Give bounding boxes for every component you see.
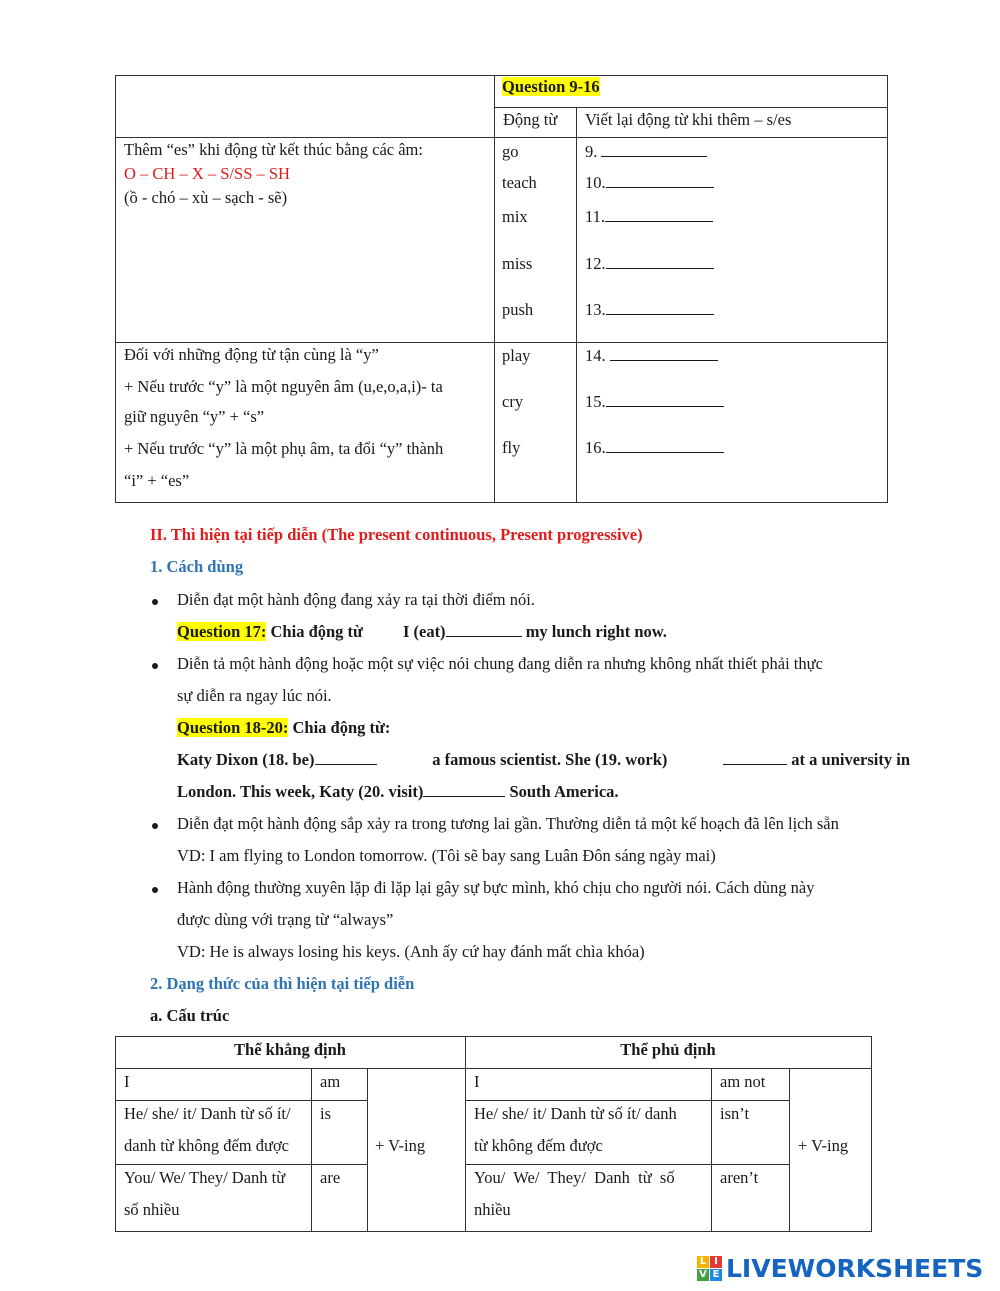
- verb-push: push: [502, 300, 534, 319]
- usage-1: Diễn đạt một hành động đang xảy ra tại thời điểm nói.: [177, 590, 535, 609]
- verb-play: play: [502, 346, 531, 365]
- verb-miss: miss: [502, 254, 533, 273]
- aff-be-am: am: [320, 1072, 341, 1091]
- col-header-verb: Động từ: [503, 110, 558, 129]
- neg-subject-singular-line1: He/ she/ it/ Danh từ số ít/ danh: [474, 1104, 677, 1123]
- verb-mix: mix: [502, 207, 528, 226]
- subheading-form: 2. Dạng thức của thì hiện tại tiếp diễn: [150, 974, 415, 993]
- answer-16[interactable]: 16.: [585, 438, 724, 458]
- logo-letter-v: V: [697, 1269, 709, 1281]
- rule-es-line3: (ồ - chó – xù – sạch - sẽ): [124, 188, 288, 207]
- logo-letter-l: L: [697, 1256, 709, 1268]
- structure-table: [115, 1036, 871, 1231]
- answer-17[interactable]: [446, 622, 522, 637]
- answer-15[interactable]: 15.: [585, 392, 724, 412]
- question-17: Question 17: Chia động từ I (eat) my lunch right now.: [177, 622, 667, 641]
- neg-ving: + V-ing: [798, 1136, 849, 1155]
- neg-be-am-not: am not: [720, 1072, 766, 1091]
- answer-14[interactable]: 14.: [585, 346, 718, 366]
- col-header-rewrite: Viết lại động từ khi thêm – s/es: [585, 110, 792, 129]
- neg-be-arent: aren’t: [720, 1168, 759, 1187]
- verb-fly: fly: [502, 438, 521, 457]
- verb-teach: teach: [502, 173, 537, 192]
- question-18-20: Question 18-20: Chia động từ:: [177, 718, 391, 737]
- neg-be-isnt: isn’t: [720, 1104, 750, 1123]
- subheading-structure: a. Cấu trúc: [150, 1006, 230, 1025]
- logo-icon: [697, 1256, 722, 1281]
- verb-cry: cry: [502, 392, 524, 411]
- rule-y-line4: + Nếu trước “y” là một phụ âm, ta đổi “y” thành: [124, 439, 444, 458]
- answer-20[interactable]: [423, 782, 505, 797]
- bullet-icon: [152, 887, 158, 893]
- rule-y-line3: giữ nguyên “y” + “s”: [124, 407, 265, 426]
- brand-name: LIVEWORKSHEETS: [726, 1253, 984, 1283]
- answer-10[interactable]: 10.: [585, 173, 714, 193]
- answer-9[interactable]: 9.: [585, 142, 707, 162]
- answer-11[interactable]: 11.: [585, 207, 713, 227]
- header-affirmative: Thể khẳng định: [234, 1040, 346, 1059]
- answer-13[interactable]: 13.: [585, 300, 714, 320]
- aff-be-is: is: [320, 1104, 332, 1123]
- answer-12[interactable]: 12.: [585, 254, 714, 274]
- rule-es-line2: O – CH – X – S/SS – SH: [124, 164, 290, 183]
- aff-subject-plural-line2: số nhiều: [124, 1200, 180, 1219]
- question-9-16-header: Question 9-16: [502, 77, 600, 96]
- aff-subject-i: I: [124, 1072, 130, 1091]
- aff-subject-plural-line1: You/ We/ They/ Danh từ: [124, 1168, 286, 1187]
- bullet-icon: [152, 663, 158, 669]
- subheading-usage: 1. Cách dùng: [150, 557, 244, 576]
- question-18-20-label: Question 18-20:: [177, 718, 289, 737]
- rule-y-line5: “i” + “es”: [124, 471, 190, 490]
- bullet-icon: [152, 599, 158, 605]
- verb-table: [115, 75, 887, 502]
- aff-subject-singular-line2: danh từ không đếm được: [124, 1136, 289, 1155]
- header-negative: Thể phủ định: [620, 1040, 716, 1059]
- answer-18[interactable]: [315, 750, 377, 765]
- section-title: II. Thì hiện tại tiếp diễn (The present continuous, Present progressive): [150, 525, 643, 544]
- rule-y-line1: Đối với những động từ tận cùng là “y”: [124, 345, 379, 364]
- usage-4-line2: được dùng với trạng từ “always”: [177, 910, 394, 929]
- aff-subject-singular-line1: He/ she/ it/ Danh từ số ít/: [124, 1104, 291, 1123]
- logo-letter-e: E: [710, 1269, 722, 1281]
- usage-4-line1: Hành động thường xuyên lặp đi lặp lại gây sự bực mình, khó chịu cho người nói. Cách dùng này: [177, 878, 815, 897]
- usage-3-line1: Diễn đạt một hành động sắp xảy ra trong tương lai gần. Thường diễn tả một kế hoạch đã lên lịch sẵn: [177, 814, 839, 833]
- usage-2-line2: sự diễn ra ngay lúc nói.: [177, 686, 332, 705]
- aff-ving: + V-ing: [375, 1136, 426, 1155]
- answer-19[interactable]: [723, 750, 787, 765]
- rule-y-line2: + Nếu trước “y” là một nguyên âm (u,e,o,a,i)- ta: [124, 377, 443, 396]
- exercise-paragraph-line1: Katy Dixon (18. be) a famous scientist. She (19. work) at a university in: [177, 750, 910, 769]
- logo-letter-i: I: [710, 1256, 722, 1268]
- verb-go: go: [502, 142, 519, 161]
- liveworksheets-logo: [697, 1253, 983, 1283]
- neg-subject-plural-line2: nhiều: [474, 1200, 511, 1219]
- question-17-label: Question 17:: [177, 622, 267, 641]
- neg-subject-i: I: [474, 1072, 480, 1091]
- usage-4-example: VD: He is always losing his keys. (Anh ấy cứ hay đánh mất chìa khóa): [177, 942, 645, 961]
- rule-es-line1: Thêm “es” khi động từ kết thúc bằng các âm:: [124, 140, 423, 159]
- aff-be-are: are: [320, 1168, 341, 1187]
- neg-subject-singular-line2: từ không đếm được: [474, 1136, 603, 1155]
- usage-3-example: VD: I am flying to London tomorrow. (Tôi sẽ bay sang Luân Đôn sáng ngày mai): [177, 846, 716, 865]
- exercise-paragraph-line2: London. This week, Katy (20. visit) South America.: [177, 782, 619, 801]
- neg-subject-plural-line1: You/ We/ They/ Danh từ số: [474, 1168, 675, 1187]
- bullet-icon: [152, 823, 158, 829]
- usage-2-line1: Diễn tả một hành động hoặc một sự việc nói chung đang diễn ra nhưng không nhất thiết phải thực: [177, 654, 823, 673]
